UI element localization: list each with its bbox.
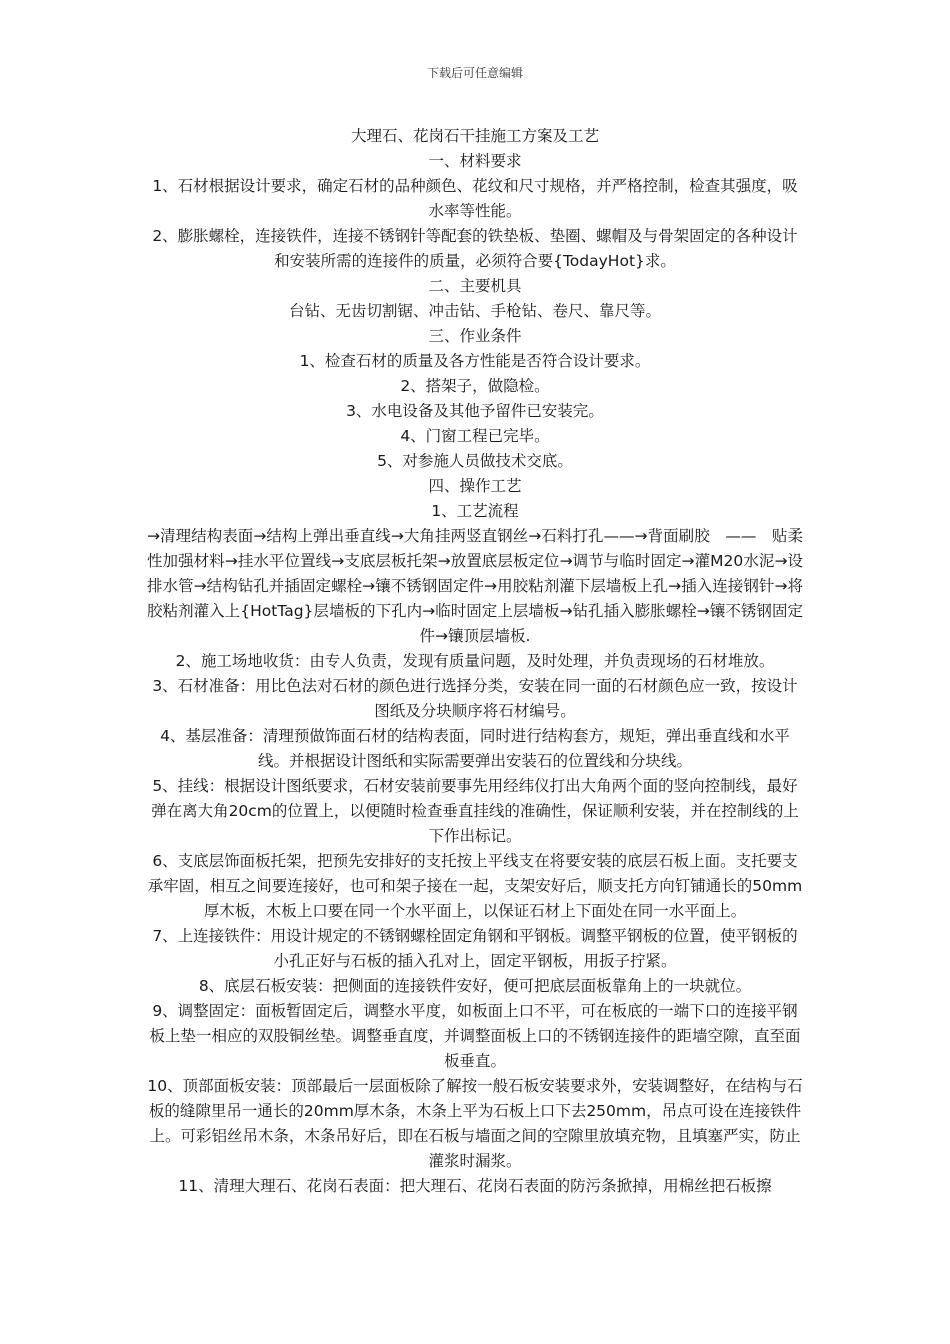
paragraph: 6、支底层饰面板托架，把预先安排好的支托按上平线支在将要安装的底层石板上面。支托要支承牢固，相互之间要连接好，也可和架子接在一起，支架安好后，顺支托方向钉铺通长的50mm厚木板，木板上口要在同一个水平面上，以保证石材上下面处在同一水平面上。 xyxy=(147,852,803,920)
section-heading-process: 四、操作工艺 xyxy=(428,477,522,495)
paragraph: 3、水电设备及其他予留件已安装完。 xyxy=(346,402,604,420)
paragraph: 4、门窗工程已完毕。 xyxy=(400,427,550,445)
paragraph: 2、施工场地收货：由专人负责，发现有质量问题，及时处理，并负责现场的石材堆放。 xyxy=(175,652,775,670)
section-heading-materials: 一、材料要求 xyxy=(428,152,522,170)
paragraph: 5、对参施人员做技术交底。 xyxy=(377,452,573,470)
paragraph: 3、石材准备：用比色法对石材的颜色进行选择分类，安装在同一面的石材颜色应一致，按设计图纸及分块顺序将石材编号。 xyxy=(152,677,798,720)
document-body xyxy=(147,124,803,1199)
paragraph: 11、清理大理石、花岗石表面：把大理石、花岗石表面的防污条掀掉，用棉丝把石板擦 xyxy=(178,1177,772,1195)
paragraph: 5、挂线：根据设计图纸要求，石材安装前要事先用经纬仪打出大角两个面的竖向控制线，最好弹在离大角20cm的位置上，以便随时检查垂直挂线的准确性，保证顺利安装，并在控制线的上下作出标记。 xyxy=(151,777,799,845)
paragraph: 台钻、无齿切割锯、冲击钻、手枪钻、卷尺、靠尺等。 xyxy=(288,302,661,320)
section-heading-conditions: 三、作业条件 xyxy=(428,327,522,345)
page-header-note: 下载后可任意编辑 xyxy=(426,66,523,80)
paragraph: 1、检查石材的质量及各方性能是否符合设计要求。 xyxy=(299,352,651,370)
process-flow-paragraph: →清理结构表面→结构上弹出垂直线→大角挂两竖直钢丝→石料打孔——→背面刷胶 —— 贴柔性加强材料→挂水平位置线→支底层板托架→放置底层板定位→调节与临时固定→灌M20水泥→设排水管→结构钻孔并插固定螺栓→镶不锈钢固定件→用胶粘剂灌下层墙板上孔→插入连接钢针→将胶粘剂灌入上{HotTag}层墙板的下孔内→临时固定上层墙板→钻孔插入膨胀螺栓→镶不锈钢固定件→镶顶层墙板. xyxy=(147,527,803,645)
paragraph: 2、膨胀螺栓，连接铁件，连接不锈钢针等配套的铁垫板、垫圈、螺帽及与骨架固定的各种设计和安装所需的连接件的质量，必须符合要{TodayHot}求。 xyxy=(152,227,798,270)
paragraph: 9、调整固定：面板暂固定后，调整水平度，如板面上口不平，可在板底的一端下口的连接平钢板上垫一相应的双股铜丝垫。调整垂直度，并调整面板上口的不锈钢连接件的距墙空隙，直至面板垂直。 xyxy=(149,1002,801,1070)
paragraph: 4、基层准备：清理预做饰面石材的结构表面，同时进行结构套方，规矩，弹出垂直线和水平线。并根据设计图纸和实际需要弹出安装石的位置线和分块线。 xyxy=(160,727,790,770)
paragraph: 1、石材根据设计要求，确定石材的品种颜色、花纹和尺寸规格，并严格控制，检查其强度，吸水率等性能。 xyxy=(152,177,798,220)
paragraph: 10、顶部面板安装：顶部最后一层面板除了解按一般石板安装要求外，安装调整好，在结构与石板的缝隙里吊一通长的20mm厚木条，木条上平为石板上口下去250mm，吊点可设在连接铁件上。可彩铝丝吊木条，木条吊好后，即在石板与墙面之间的空隙里放填充物，且填塞严实，防止灌浆时漏浆。 xyxy=(147,1077,803,1170)
paragraph: 8、底层石板安装：把侧面的连接铁件安好，便可把底层面板靠角上的一块就位。 xyxy=(198,977,752,995)
section-heading-tools: 二、主要机具 xyxy=(428,277,522,295)
subheading-flow: 1、工艺流程 xyxy=(431,502,519,520)
document-title: 大理石、花岗石干挂施工方案及工艺 xyxy=(350,127,599,145)
paragraph: 2、搭架子，做隐检。 xyxy=(400,377,550,395)
paragraph: 7、上连接铁件：用设计规定的不锈钢螺栓固定角钢和平钢板。调整平钢板的位置，使平钢板的小孔正好与石板的插入孔对上，固定平钢板，用扳子拧紧。 xyxy=(152,927,798,970)
